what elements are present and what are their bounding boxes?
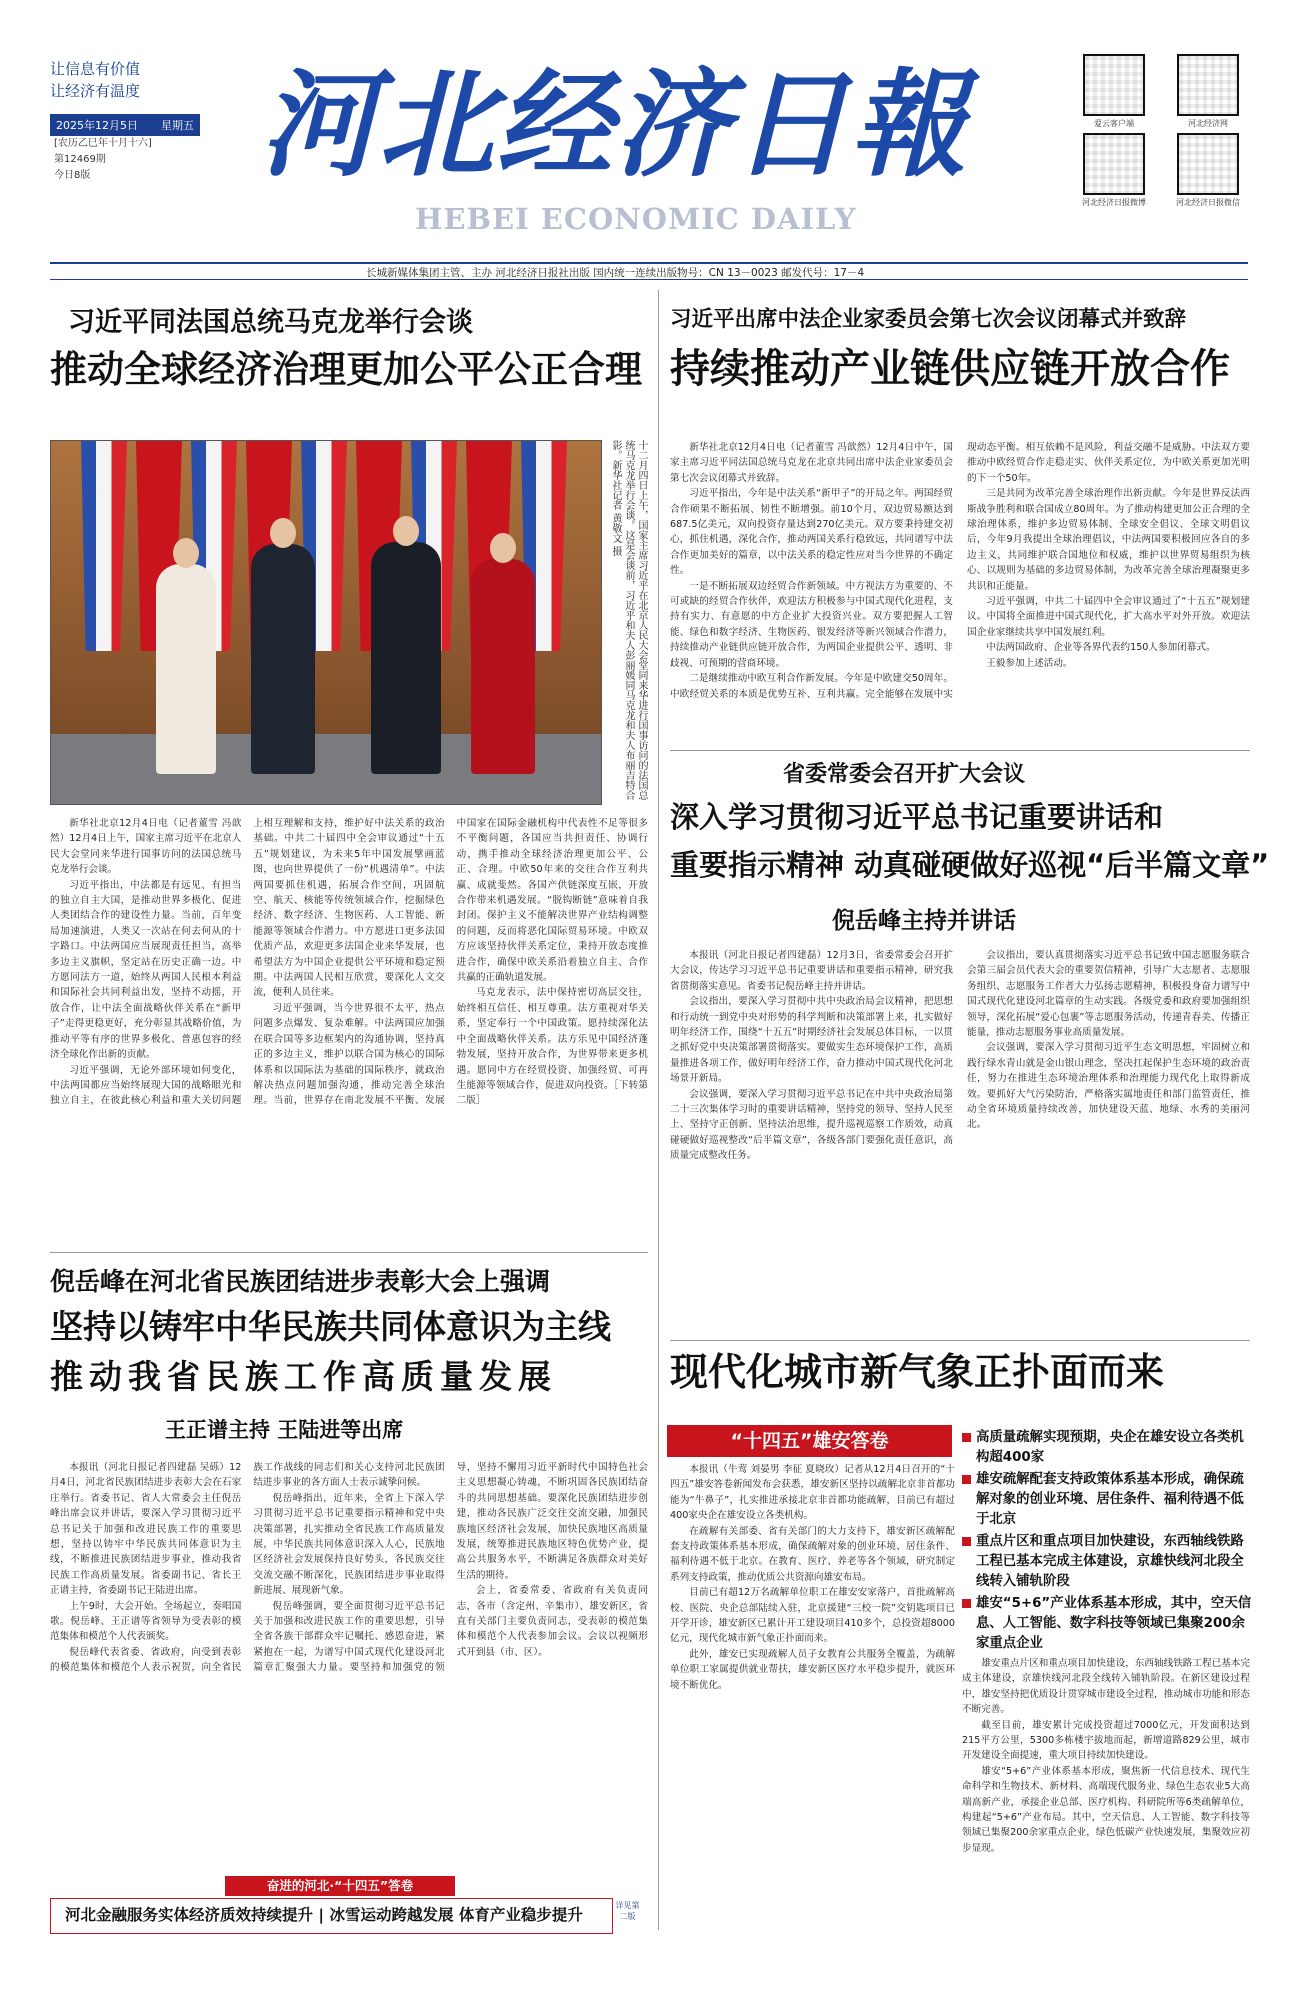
slogan-line-2: 让经济有温度 [50, 82, 141, 100]
paragraph: 会议指出，要深入学习贯彻中共中央政治局会议精神，把思想和行动统一到党中央对形势的科学判断和决策部署上来，扎实做好明年经济工作，围绕“十五五”时期经济社会发展总体目标，一以贯之抓好党中央决策部署贯彻落实。要做实生态环境保护工作，高质量推进各项工作，做好明年经济工作，奋力推动中国式现代化河北场景开新局。 [670, 996, 953, 1085]
qr-code[interactable] [1070, 133, 1158, 208]
paragraph: 目前已有超12万名疏解单位职工在雄安安家落户，首批疏解高校、医院、央企总部陆续入驻，北京援建“三校一院”交钥匙项目已开学开诊，雄安新区已累计开工建设项目410多个，总投资超8000亿元，现代化城市新气象正扑面而来。 [670, 1587, 955, 1645]
paragraph: 截至目前，雄安累计完成投资超过7000亿元，开发面积达到215平方公里，5300多栋楼宇拔地而起，新增道路829公里，城市开发建设全面提速，重大项目持续加快建设。 [962, 1719, 1250, 1762]
paragraph: 新华社北京12月4日电（记者董雪 冯歆然）12月4日上午，国家主席习近平在北京人民大会堂同来华进行国事访问的法国总统马克龙举行会谈。 [50, 818, 242, 876]
paragraph: 新华社北京12月4日电（记者董雪 冯歆然）12月4日中午，国家主席习近平同法国总统马克龙在北京共同出席中法企业家委员会第七次会议闭幕式并致辞。 [670, 442, 953, 484]
qr-code-label: 爱云客户端 [1094, 119, 1134, 128]
story2-headline[interactable]: 持续推动产业链供应链开放合作 [670, 346, 1230, 392]
paragraph: 在疏解有关部委、省有关部门的大力支持下，雄安新区疏解配套支持政策体系基本形成，确保疏解对象的创业环境、居住条件、福利待遇不低于北京。在教育、医疗、养老等各个领域，研究制定系列支持政策，推动优质公共资源向雄安布局。 [670, 1525, 955, 1583]
story4-subhead: 王正谱主持 王陆进等出席 [165, 1418, 404, 1442]
qr-code[interactable] [1164, 54, 1252, 129]
paragraph: 此外，雄安已实现疏解人员子女教育公共服务全覆盖，为疏解单位职工家属提供就业帮扶，雄安新区医疗水平稳步提升，就医环境不断优化。 [670, 1648, 955, 1691]
paragraph: 本报讯（牛莺 刘晏男 李征 夏晓玫）记者从12月4日召开的“十四五”雄安答卷新闻发布会获悉，雄安新区坚持以疏解北京非首都功能为“牛鼻子”，扎实推进承接北京非首都功能疏解，目前已有超过400家央企在雄安设立各类机构。 [670, 1464, 955, 1522]
paragraph: 会议强调，要深入学习贯彻习近平总书记在中共中央政治局第二十三次集体学习时的重要讲话精神，坚持党的领导、坚持人民至上、坚持守正创新、坚持法治思维，提升巡视巡察工作质效，动真碰硬做好巡视整改“后半篇文章”，各级各部门要强化责任意识，高质量完成整改任务。 [670, 1088, 953, 1162]
date-bar [50, 114, 200, 136]
person-figure [156, 564, 216, 774]
masthead [50, 50, 1248, 260]
paragraph: 马克龙表示，法中保持密切高层交往，始终相互信任、相互尊重。法方重视对华关系，坚定奉行一个中国政策。愿持续深化法中全面战略伙伴关系。法方乐见中国经济蓬勃发展，坚持开放合作，为世界带来更多机遇。愿同中方在经贸投资、加强经贸、可再生能源等领域合作，促进双向投资。［下转第二版］ [456, 987, 648, 1107]
publication-info-bar [50, 262, 1248, 280]
footer-teaser[interactable]: 河北金融服务实体经济质效持续提升 | 冰雪运动跨越发展 体育产业稳步提升 [50, 1898, 642, 1934]
qr-code-icon [1177, 54, 1239, 116]
photo-caption: 十二月四日上午，国家主席习近平在北京人民大会堂同来华进行国事访问的法国总统马克龙举行会谈。这是会谈前，习近平和夫人彭丽媛同马克龙和夫人布丽吉特合影。新华社记者 黄敬文 摄 [610, 440, 647, 800]
qr-code-label: 河北经济日报微博 [1082, 198, 1146, 207]
paragraph: 王毅参加上述活动。 [986, 657, 1073, 669]
paragraph: 二是继续推动中欧互利合作新发展。今年是中欧建交50周年。中欧经贸关系的本质是优势互补、互利共赢。完全能够在发展中实现动态平衡。相互依赖不是风险，利益交融不是威胁。中法双方要推动中欧经贸合作走稳走实、伙伴关系定位，为中欧关系更加光明的下一个50年。 [670, 442, 1250, 700]
paragraph: 倪岳峰指出，近年来，全省上下深入学习贯彻习近平总书记重要指示精神和党中央决策部署，扎实推动全省民族工作高质量发展，中华民族共同体意识深入人心，民族地区经济社会发展保持良好势头，各民族交往交流交融不断深化，民族团结进步事业取得新进展、展现新气象。 [253, 1492, 445, 1597]
xiongan-section-tag: “十四五”雄安答卷 [667, 1425, 952, 1457]
section-divider [50, 1252, 648, 1253]
story1-kicker: 习近平同法国总统马克龙举行会谈 [68, 307, 473, 338]
paragraph: 雄安重点片区和重点项目加快建设，东西轴线铁路工程已基本完成主体建设，京雄快线河北段全线转入铺轨阶段。在新区建设过程中，雄安坚持把优质设计贯穿城市建设全过程，推动城市功能和形态不断完善。 [962, 1658, 1250, 1716]
highlight-item: 雄安“5+6”产业体系基本形成，其中，空天信息、人工智能、数字科技等领域已集聚200余家重点企业 [962, 1594, 1254, 1654]
story3-headline-line-1[interactable]: 深入学习贯彻习近平总书记重要讲话和 [670, 800, 1164, 834]
paragraph: 习近平强调，无论外部环境如何变化，中法两国都应当始终展现大国的战略眼光和独立自主，在彼此核心利益和重大关切问题上相互理解和支持，维护好中法关系的政治基础。中共二十届四中全会审议通过“十五五”规划建议，为未来5年中国发展擘画蓝图，也向世界提供了一份“机遇清单”。中法两国要抓住机遇，拓展合作空间，巩固航空、航天、核能等传统领域合作，挖掘绿色经济、数字经济、生物医药、人工智能、新能源等领域合作潜力。中方愿进口更多法国优质产品，欢迎更多法国企业来华发展，也希望法方为中国企业提供公平环境和稳定预期。中法两国人民相互欣赏，要深化人文交流，便利人员往来。 [50, 818, 445, 1107]
qr-code-icon [1083, 133, 1145, 195]
paragraph: 雄安“5+6”产业体系基本形成，聚焦新一代信息技术、现代生命科学和生物技术、新材料、高端现代服务业、绿色生态农业5大高端高新产业，承接企业总部、医疗机构、科研院所等6类疏解单位，构建起“5+6”产业布局。其中，空天信息、人工智能、数字科技等领域已集聚200余家重点企业，绿色低碳产业快速发展，集聚效应初步显现。 [962, 1765, 1250, 1854]
footer-section-tag: 奋进的河北·“十四五”答卷 [225, 1876, 455, 1896]
paragraph: 上午9时，大会开始。全场起立，奏唱国歌。倪岳峰、王正谱等省领导为受表彰的模范集体和模范个人代表颁奖。 [50, 1600, 242, 1643]
story2-kicker: 习近平出席中法企业家委员会第七次会议闭幕式并致辞 [670, 307, 1187, 332]
story3-subhead: 倪岳峰主持并讲话 [832, 908, 1016, 934]
story2-body [670, 440, 1250, 745]
newspaper-logo-english: HEBEI ECONOMIC DAILY [415, 202, 857, 236]
highlight-item: 高质量疏解实现预期，央企在雄安设立各类机构超400家 [962, 1428, 1254, 1468]
story1-photo[interactable] [50, 440, 602, 805]
footer-page-ref[interactable]: 详见第二版 [612, 1898, 642, 1934]
paragraph: 本报讯（河北日报记者四建磊 吴砾）12月4日，河北省民族团结进步表彰大会在石家庄举行。省委书记、省人大常委会主任倪岳峰出席会议并讲话，要深入学习贯彻习近平总书记关于加强和改进民族工作的重要思想，坚持以铸牢中华民族共同体意识为主线，不断推进民族团结进步事业，推动我省民族工作高质量发展。省委副书记、省长王正谱主持，省委副书记王陆进出席。 [50, 1462, 242, 1597]
story4-body [50, 1460, 648, 1868]
column-divider [658, 290, 659, 1930]
page-count: 今日8版 [54, 170, 91, 181]
paragraph: 习近平指出，今年是中法关系“新甲子”的开局之年。两国经贸合作硕果不断拓展、韧性不断增强。前10个月，双边贸易额达到687.5亿美元，双向投资存量达到270亿美元。双方要秉持建交初心，抓住机遇，深化合作，推动两国关系行稳致远，共同谱写中法合作更加美好的篇章，以中法关系的稳定性应对当今世界的不确定性。 [670, 488, 953, 577]
qr-code-group [1070, 54, 1250, 208]
story3-headline-line-2[interactable]: 重要指示精神 动真碰硬做好巡视“后半篇文章” [670, 848, 1270, 882]
story1-headline[interactable]: 推动全球经济治理更加公平公正合理 [50, 348, 642, 391]
paragraph: 会议强调，要深入学习贯彻习近平生态文明思想，牢固树立和践行绿水青山就是金山银山理念，坚决扛起保护生态环境的政治责任，努力在推进生态环境治理体系和治理能力现代化上取得新成效。要抓好大气污染防治，严格落实属地责任和部门监管责任，推动全省环境质量持续改善，加快建设天蓝、地绿、水秀的美丽河北。 [967, 1042, 1250, 1131]
paragraph: 习近平强调，中共二十届四中全会审议通过了“十五五”规划建议。中国将全面推进中国式现代化，扩大高水平对外开放。欢迎法国企业家继续共享中国发展红利。 [967, 596, 1250, 638]
person-figure [471, 559, 535, 774]
paragraph: 中法两国政府、企业等各界代表约150人参加闭幕式。 [986, 642, 1216, 654]
story5-headline[interactable]: 现代化城市新气象正扑面而来 [670, 1350, 1165, 1394]
qr-code-icon [1083, 54, 1145, 116]
section-divider [670, 750, 1250, 751]
story4-headline-line-1[interactable]: 坚持以铸牢中华民族共同体意识为主线 [50, 1307, 611, 1346]
paragraph: 习近平指出，中法都是有远见、有担当的独立自主大国，是推动世界多极化、促进人类团结合作的建设性力量。当前，百年变局加速演进，人类又一次站在何去何从的十字路口。中法两国应当展现责任担当，高举多边主义旗帜，坚定站在历史正确一边。中方愿同法方一道，始终从两国人民根本利益和国际社会共同利益出发，坚持不动摇，开放合作，让中法全面战略伙伴关系在“新甲子”走得更稳更好，充分彰显其战略价值，为推动平等有序的世界多极化、普惠包容的经济全球化作出新的贡献。 [50, 879, 242, 1061]
story4-kicker: 倪岳峰在河北省民族团结进步表彰大会上强调 [50, 1267, 551, 1296]
qr-code-icon [1177, 133, 1239, 195]
story3-body [670, 948, 1250, 1330]
highlight-item: 雄安疏解配套支持政策体系基本形成，确保疏解对象的创业环境、居住条件、福利待遇不低于北京 [962, 1470, 1254, 1530]
qr-code[interactable] [1070, 54, 1158, 129]
section-divider [670, 1340, 1250, 1341]
qr-code[interactable] [1164, 133, 1252, 208]
newspaper-logo: 河北经济日報 [260, 57, 968, 193]
highlight-item: 重点片区和重点项目加快建设，东西轴线铁路工程已基本完成主体建设，京雄快线河北段全线转入铺轨阶段 [962, 1532, 1254, 1592]
paragraph: 本报讯（河北日报记者四建磊）12月3日，省委常委会召开扩大会议，传达学习习近平总书记重要讲话和重要指示精神，研究我省贯彻落实意见。省委书记倪岳峰主持并讲话。 [670, 950, 953, 992]
paragraph: 三是共同为改革完善全球治理作出新贡献。今年是世界反法西斯战争胜利和联合国成立80周年。为了推动构建更加公正合理的全球治理体系，维护多边贸易体制、全球安全倡议、全球文明倡议后，今年9月我提出全球治理倡议，中法两国要积极回应各自的多边主义，共同维护联合国地位和权威，维护以世界贸易组织为核心、以规则为基础的多边贸易体制，为改革完善全球治理凝聚更多共识和正能量。 [967, 488, 1250, 592]
paragraph: 一是不断拓展双边经贸合作新领域。中方视法方为重要的、不可或缺的经贸合作伙伴，欢迎法方积极参与中国式现代化进程，支持有实力、有意愿的中方企业扩大投资兴业。双方要把握人工智能、绿色和数字经济、生物医药、银发经济等新兴领域合作潜力，持续推动产业链供应链开放合作，为两国企业提供公平、透明、非歧视、可预期的营商环境。 [670, 580, 953, 669]
paragraph: 倪岳峰强调，要全面贯彻习近平总书记关于加强和改进民族工作的重要思想，引导全省各族干部群众牢记嘱托、感恩奋进，紧紧抱在一起，为谱写中国式现代化建设河北篇章汇聚强大力量。要坚持和加强党的领导，坚持不懈用习近平新时代中国特色社会主义思想凝心铸魂，不断巩固各民族团结奋斗的共同思想基础。要深化民族团结进步创建，推动各民族广泛交往交流交融，加强民族地区经济社会发展，加快民族地区高质量发展，统筹推进民族地区特色优势产业，提高公共服务水平，不断满足各族群众对美好生活的期待。 [253, 1462, 648, 1674]
issue-number: 第12469期 [54, 154, 106, 165]
qr-code-label: 河北经济日报微信 [1176, 198, 1240, 207]
date-box [50, 114, 200, 184]
person-figure [371, 542, 441, 774]
paragraph: 习近平强调，当今世界很不太平，热点问题多点爆发、复杂难解。中法两国应加强在联合国等多边框架内的沟通协调，坚持真正的多边主义，维护以联合国为核心的国际体系和以国际法为基础的国际秩序，就政治解决热点问题加强沟通，推动完善全球治理。当前，世界存在南北发展不平衡、发展中国家在国际金融机构中代表性不足等很多不平衡问题，各国应当共担责任、协调行动，携手推动全球经济治理更加公平、公正、合理。中欧50年来的交往合作互利共赢、成就斐然。各国产供链深度互嵌，开放合作带来机遇发展。“脱钩断链”意味着自我封闭。保护主义不能解决世界产业结构调整的问题，反而将恶化国际贸易环境。中欧双方应该坚持伙伴关系定位，秉持开放态度推进合作，确保中欧关系沿着独立自主、合作共赢的正确轨道发展。 [253, 818, 648, 1107]
french-flag [81, 441, 127, 651]
slogan [50, 58, 220, 102]
story4-headline-line-2[interactable]: 推动我省民族工作高质量发展 [50, 1357, 557, 1396]
person-figure [251, 544, 315, 774]
lunar-date: [农历乙巳年十月十六] [54, 138, 152, 149]
paragraph: 倪岳峰代表省委、省政府，向受到表彰的模范集体和模范个人表示祝贺，向全省民族工作战线的同志们和关心支持河北民族团结进步事业的各方面人士表示诚挚问候。 [50, 1462, 445, 1674]
paragraph: 会议指出，要认真贯彻落实习近平总书记致中国志愿服务联合会第三届会员代表大会的重要贺信精神，引导广大志愿者、志愿服务组织、志愿服务工作者大力弘扬志愿精神，积极投身奋力谱写中国式现代化建设河北篇章的生动实践。各级党委和政府要加强组织领导，深化拓展“爱心包裹”等志愿服务活动，传递青春美、传播正能量，推动志愿服务事业高质量发展。 [967, 950, 1250, 1039]
issue-date: 2025年12月5日 [56, 119, 138, 132]
highlights-list [962, 1428, 1254, 1656]
paragraph: 会上，省委常委、省政府有关负责同志，各市（含定州、辛集市）、雄安新区，省直有关部门主要负责同志，受表彰的模范集体和模范个人代表参加会议。会议以视频形式开到县（市、区）。 [456, 1585, 648, 1658]
weekday: 星期五 [161, 119, 194, 132]
slogan-line-1: 让信息有价值 [50, 60, 141, 78]
story5-body-col1 [670, 1462, 955, 1930]
story3-kicker: 省委常委会召开扩大会议 [783, 762, 1026, 787]
publication-info: 长城新媒体集团主管、主办 河北经济日报社出版 国内统一连续出版物号：CN 13－0023 邮发代号：17－4 [366, 267, 865, 279]
story5-body-col2 [962, 1656, 1250, 1930]
qr-code-label: 河北经济网 [1188, 119, 1228, 128]
story1-body [50, 816, 648, 1246]
